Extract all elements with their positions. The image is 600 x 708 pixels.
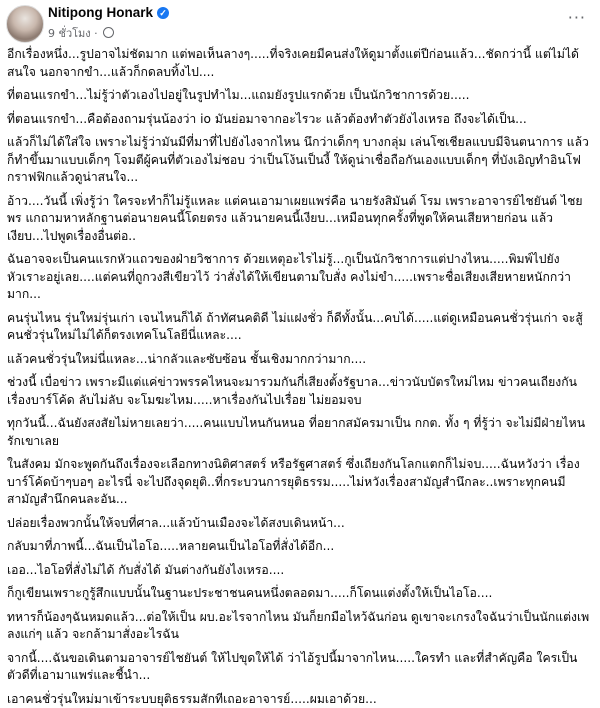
post-paragraph: ก็กูเขียนเพราะกูรู้สึกแบบนั้นในฐานะประชาชนคนหนึ่งตลอดมา.....ก็โดนแต่งตั้งให้เป็นไอโอ....	[7, 585, 590, 603]
post-paragraph: ช่วงนี้ เบื่อข่าว เพราะมีแต่แค่ข่าวพรรคไหนจะมารวมกันกี่เสียงตั้งรัฐบาล...ข่าวนับบัตรใหม่ไหม ข่าวคนเถียงกันเรื่องบาร์โค้ด ลับไม่ลับ จะโมฆะไหม.....หาเรื่องกันไปเรื่อย ไม่ยอมจบ	[7, 374, 590, 409]
post-paragraph: จากนี้....ฉันขอเดินตามอาจารย์ไชยันต์ ให้ไปขุดให้ได้ ว่าไอ้รูปนี้มาจากไหน.....ใครทำ และที่สำคัญคือ ใครเป็นตัวดีที่เอามาแพร่และชี้นำ...	[7, 650, 590, 685]
post-paragraph: อ้าว....วันนี้ เพิ่งรู้ว่า ใครจะทำก็ไม่รู้แหละ แต่คนเอามาเผยแพร่คือ นายรังสิมันต์ โรม เพราะอาจารย์ไชยันต์ ไชยพร แกถามหาหลักฐานต่อนายคนนี้โดยตรง แล้วนายคนนี้เงียบ...เหมือนทุกครั้งที่พูดให้คนเสียหายก่อน แล้วเงียบ...ไปพูดเรื่องอื่นต่อ..	[7, 193, 590, 246]
post-paragraph: เออ...ไอโอที่สั่งไม่ได้ กับสั่งได้ มันต่างกันยังไงเหรอ....	[7, 562, 590, 580]
post-header	[0, 0, 600, 46]
post-paragraph: ที่ตอนแรกขำ...คือต้องถามรุ่นน้องว่า io มันย่อมาจากอะไรวะ แล้วต้องทำตัวยังไงเหรอ ถึงจะได้เป็น...	[7, 111, 590, 129]
post-paragraph: กลับมาที่ภาพนี้...ฉันเป็นไอโอ.....หลายคนเป็นไอโอที่สั่งได้อีก...	[7, 538, 590, 556]
post-paragraph: ในสังคม มักจะพูดกันถึงเรื่องจะเลือกทางนิติศาสตร์ หรือรัฐศาสตร์ ซึ่งเถียงกันโลกแตกก็ไม่จบ.....ฉันหวังว่า เรื่องบาร์โค้ดบ้าๆบอๆ อะไรนี่ จะไปถึงจุดยุติ..ที่กระบวนการยุติธรรม.....ไม่หวังเรื่องสามัญสำนึกละ..เพราะทุกคนมีสามัญสำนึกคนละอัน...	[7, 456, 590, 509]
post-body	[0, 46, 600, 708]
post-paragraph: เอาคนชั่วรุ่นใหม่มาเข้าระบบยุติธรรมสักทีเถอะอาจารย์.....ผมเอาด้วย...	[7, 691, 590, 708]
globe-icon	[103, 27, 114, 38]
post-paragraph: อีกเรื่องหนึ่ง...รูปอาจไม่ชัดมาก แต่พอเห็นลางๆ.....ที่จริงเคยมีคนส่งให้ดูมาตั้งแต่ปีก่อนแล้ว...ชัดกว่านี้ แต่ไม่ได้สนใจ นอกจากขำ...แล้วก็กดลบทิ้งไป....	[7, 46, 590, 81]
author-name-text[interactable]: Nitipong Honark	[48, 5, 153, 20]
author-avatar[interactable]	[6, 5, 44, 43]
post-paragraph: ทหารก็น้องๆฉันหมดแล้ว...ต่อให้เป็น ผบ.อะไรจากไหน มันก็ยกมือไหว้ฉันก่อน ดูเขาจะเกรงใจฉันว่าเป็นนักแต่งเพลงแก่ๆ แล้ว จะกล้ามาสั่งอะไรฉัน	[7, 609, 590, 644]
post-paragraph: แล้วก็ไม่ได้ใส่ใจ เพราะไม่รู้ว่ามันมีที่มาที่ไปยังไงจากไหน นึกว่าเด็กๆ บางกลุ่ม เล่นโซเชียลแบบมีจินตนาการ แล้วก็ทำขึ้นมาแบบเด็กๆ โจมตีผู้คนที่ตัวเองไม่ชอบ ว่าเป็นโง้นเป็นงี้ ให้ดูน่าเชื่อถือกันเองแบบเด็กๆ ที่บังเอิญทำอินโฟกราฟฟิกแล้วดูน่าสนใจ...	[7, 134, 590, 187]
post-paragraph: คนรุ่นไหน รุ่นใหม่รุ่นเก่า เจนไหนก็ได้ ถ้าทัศนคติดี ไม่แฝงชั่ว ก็ดีทั้งนั้น...คบได้.....แต่ดูเหมือนคนชั่วรุ่นเก่า จะสู้คนชั่วรุ่นใหม่ไม่ได้ก็ตรงเทคโนโลยีนี่แหละ....	[7, 310, 590, 345]
post-paragraph: ทุกวันนี้...ฉันยังสงสัยไม่หายเลยว่า.....คนแบบไหนกันหนอ ที่อยากสมัครมาเป็น กกต. ทั้ง ๆ ที่รู้ว่า จะไม่มีฝ่ายไหนรักเขาเลย	[7, 415, 590, 450]
post-time[interactable]: 9 ชั่วโมง	[48, 27, 91, 40]
post-paragraph: แล้วคนชั่วรุ่นใหม่นี่แหละ...น่ากลัวและซับซ้อน ชั้นเชิงมากกว่ามาก....	[7, 351, 590, 369]
more-options-button[interactable]: ···	[568, 8, 586, 27]
post-paragraph: ปล่อยเรื่องพวกนั้นให้จบที่ศาล...แล้วบ้านเมืองจะได้สงบเดินหน้า...	[7, 515, 590, 533]
post-paragraph: ฉันอาจจะเป็นคนแรกหัวแถวของฝ่ายวิชาการ ด้วยเหตุอะไรไม่รู้...กูเป็นนักวิชาการแต่ปางไหน.....พิมพ์ไปยังหัวเราะอยู่เลย....แต่คนที่ถูกวงสีเขียวไว้ ว่าสั่งได้ให้เขียนตามใบสั่ง คงไม่ขำ.....เพราะชื่อเสียงเสียหายหนักกว่ามาก...	[7, 251, 590, 304]
post-meta	[48, 24, 114, 42]
post-paragraph: ที่ตอนแรกขำ...ไม่รู้ว่าตัวเองไปอยู่ในรูปทำไม...แถมยังรูปแรกด้วย เป็นนักวิชาการด้วย.....	[7, 87, 590, 105]
verified-badge-icon: ✓	[157, 7, 169, 19]
author-name[interactable]	[48, 5, 169, 20]
meta-separator: ·	[94, 27, 98, 40]
